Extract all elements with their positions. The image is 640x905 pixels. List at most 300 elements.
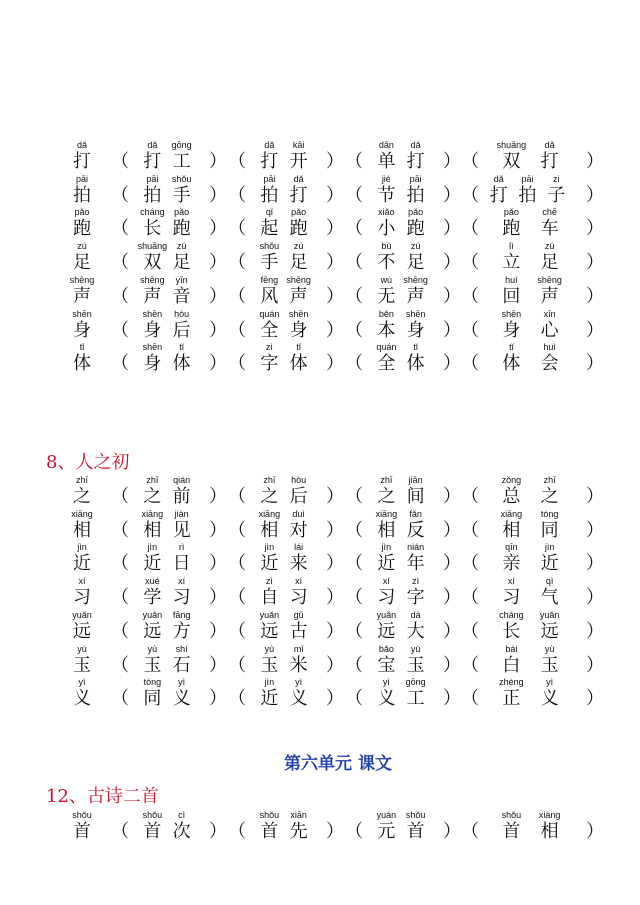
open-paren: （: [228, 688, 246, 710]
hanzi: 心: [540, 319, 559, 341]
pinyin: mǐ: [293, 643, 304, 654]
character-row: [0, 810, 640, 844]
hanzi: 手: [260, 252, 279, 274]
hanzi: 习: [289, 587, 308, 609]
hanzi: 方: [172, 620, 191, 642]
character-row: [0, 309, 640, 343]
pinyin: yì: [382, 677, 390, 688]
pinyin: xí: [178, 576, 186, 587]
hanzi: 体: [406, 353, 425, 375]
hanzi: 打: [540, 151, 559, 172]
pinyin: yì: [78, 677, 86, 688]
pinyin: pāi: [146, 173, 159, 184]
close-paren: ）: [326, 620, 344, 642]
pinyin: huì: [543, 342, 556, 353]
close-paren: ）: [443, 553, 461, 575]
hanzi: 总: [502, 486, 521, 507]
hanzi: 古: [289, 620, 308, 642]
open-paren: （: [111, 319, 129, 341]
pinyin: cháng: [499, 609, 524, 620]
pinyin: yì: [178, 677, 186, 688]
word-syllable: [532, 542, 568, 576]
hanzi: 相: [502, 519, 521, 541]
pinyin: shēn: [142, 308, 163, 319]
hanzi: 前: [172, 486, 191, 507]
pinyin: dà: [410, 609, 421, 620]
hanzi: 声: [143, 285, 162, 307]
open-paren: （: [228, 218, 246, 240]
hanzi: 体: [172, 353, 191, 375]
pinyin: tǐ: [413, 342, 418, 353]
close-paren: ）: [326, 184, 344, 206]
hanzi: 对: [289, 519, 308, 541]
close-paren: ）: [443, 587, 461, 609]
word-syllable: [532, 275, 568, 309]
pinyin: dǎ: [264, 140, 275, 150]
open-paren: （: [111, 553, 129, 575]
close-paren: ）: [209, 252, 227, 274]
open-paren: （: [228, 519, 246, 541]
pinyin: yì: [295, 677, 303, 688]
open-paren: （: [111, 620, 129, 642]
open-paren: （: [111, 688, 129, 710]
pinyin: dān: [378, 140, 394, 150]
open-paren: （: [228, 587, 246, 609]
hanzi: 拍: [518, 184, 537, 206]
hanzi: 全: [377, 353, 396, 375]
hanzi: 跑: [406, 218, 425, 240]
pinyin: yuǎn: [539, 609, 560, 620]
pinyin: yù: [77, 643, 87, 654]
word-syllable: [532, 644, 568, 678]
hanzi: 体: [73, 353, 91, 375]
word-syllable: [493, 342, 529, 376]
hanzi: 首: [260, 821, 279, 842]
pinyin: yù: [410, 643, 421, 654]
hanzi: 远: [540, 620, 559, 642]
pinyin: yuǎn: [259, 609, 280, 620]
hanzi: 身: [289, 319, 308, 341]
word-syllable: [532, 207, 568, 241]
close-paren: ）: [209, 184, 227, 206]
pinyin: zhī: [75, 475, 88, 485]
open-paren: （: [461, 821, 479, 842]
character-row: [0, 677, 640, 711]
open-paren: （: [461, 519, 479, 541]
hanzi: 学: [143, 587, 162, 609]
pinyin: dǎ: [410, 140, 421, 150]
word-syllable: [493, 542, 529, 576]
hanzi: 玉: [73, 654, 91, 676]
pinyin: jìn: [264, 677, 275, 688]
hanzi: 打: [143, 151, 162, 172]
hanzi: 后: [289, 486, 308, 507]
pinyin: xiān: [290, 810, 307, 820]
close-paren: ）: [209, 486, 227, 507]
close-paren: ）: [326, 218, 344, 240]
word-syllable: [493, 509, 529, 543]
hanzi: 之: [73, 486, 91, 507]
hanzi: 足: [172, 252, 191, 274]
open-paren: （: [228, 285, 246, 307]
pinyin: dǎ: [147, 140, 158, 150]
character-row: [0, 140, 640, 174]
pinyin: yīn: [175, 274, 188, 285]
close-paren: ）: [326, 587, 344, 609]
pinyin: xí: [382, 576, 390, 587]
open-paren: （: [461, 688, 479, 710]
word-syllable: [493, 309, 529, 343]
pinyin: lái: [294, 542, 304, 553]
open-paren: （: [345, 319, 363, 341]
close-paren: ）: [326, 553, 344, 575]
hanzi: 无: [377, 285, 396, 307]
pinyin: shǒu: [501, 810, 522, 820]
pinyin: pǎo: [503, 207, 519, 218]
hanzi: 相: [73, 519, 91, 541]
hanzi: 会: [540, 353, 559, 375]
hanzi: 打: [289, 184, 308, 206]
open-paren: （: [228, 654, 246, 676]
pinyin: pǎo: [408, 207, 424, 218]
hanzi: 玉: [406, 654, 425, 676]
open-paren: （: [228, 821, 246, 842]
hanzi: 双: [143, 252, 162, 274]
word-syllable: [532, 475, 568, 509]
pinyin: pǎo: [74, 207, 90, 218]
close-paren: ）: [443, 654, 461, 676]
pinyin: shǒu: [259, 810, 280, 820]
hanzi: 相: [377, 519, 396, 541]
open-paren: （: [461, 553, 479, 575]
hanzi: 气: [540, 587, 559, 609]
open-paren: （: [345, 184, 363, 206]
pinyin: shēn: [501, 308, 522, 319]
pinyin: dǎ: [544, 140, 555, 150]
word-group: [0, 241, 640, 275]
hanzi: 近: [143, 553, 162, 575]
hanzi: 近: [540, 553, 559, 575]
pinyin: zi: [553, 173, 560, 184]
pinyin: shuāng: [496, 140, 527, 150]
close-paren: ）: [443, 218, 461, 240]
hanzi: 长: [502, 620, 521, 642]
close-paren: ）: [209, 821, 227, 842]
hanzi: 宝: [377, 654, 396, 676]
pinyin: xiāng: [375, 508, 398, 519]
pinyin: bù: [381, 241, 392, 252]
open-paren: （: [228, 353, 246, 375]
word-syllable: [532, 241, 568, 275]
hanzi: 先: [289, 821, 308, 842]
pinyin: pāi: [263, 173, 276, 184]
hanzi: 义: [73, 688, 91, 710]
close-paren: ）: [443, 519, 461, 541]
pinyin: yuǎn: [72, 609, 92, 620]
pinyin: shēn: [288, 308, 309, 319]
pinyin: hòu: [174, 308, 190, 319]
pinyin: fēng: [260, 274, 279, 285]
open-paren: （: [461, 151, 479, 172]
pinyin: huí: [505, 274, 518, 285]
hanzi: 日: [172, 553, 191, 575]
open-paren: （: [228, 151, 246, 172]
open-paren: （: [228, 620, 246, 642]
close-paren: ）: [209, 620, 227, 642]
close-paren: ）: [326, 519, 344, 541]
open-paren: （: [461, 620, 479, 642]
hanzi: 小: [377, 218, 396, 240]
pinyin: jìn: [381, 542, 392, 553]
pinyin: tǐ: [179, 342, 184, 353]
word-syllable: [532, 140, 568, 174]
pinyin: xí: [78, 576, 86, 587]
close-paren: ）: [326, 654, 344, 676]
hanzi: 体: [502, 353, 521, 375]
pinyin: shǒu: [405, 810, 426, 820]
pinyin: zhī: [543, 475, 556, 485]
hanzi: 远: [73, 620, 91, 642]
hanzi: 声: [289, 285, 308, 307]
pinyin: bǎo: [378, 643, 394, 654]
pinyin: bái: [505, 643, 518, 654]
pinyin: běn: [378, 308, 394, 319]
open-paren: （: [111, 654, 129, 676]
pinyin: yù: [264, 643, 275, 654]
hanzi: 打: [260, 151, 279, 172]
open-paren: （: [461, 486, 479, 507]
pinyin: shí: [175, 643, 188, 654]
pinyin: zú: [410, 241, 421, 252]
close-paren: ）: [326, 252, 344, 274]
open-paren: （: [461, 319, 479, 341]
open-paren: （: [228, 486, 246, 507]
hanzi: 首: [406, 821, 425, 842]
word-group: [0, 174, 640, 208]
hanzi: 首: [143, 821, 162, 842]
hanzi: 次: [172, 821, 191, 842]
close-paren: ）: [209, 654, 227, 676]
pinyin: xiāng: [500, 508, 523, 519]
character-row: [0, 174, 640, 208]
close-paren: ）: [209, 319, 227, 341]
hanzi: 习: [502, 587, 521, 609]
open-paren: （: [345, 285, 363, 307]
word-syllable: [493, 610, 529, 644]
hanzi: 拍: [406, 184, 425, 206]
open-paren: （: [461, 252, 479, 274]
hanzi: 拍: [260, 184, 279, 206]
hanzi: 义: [289, 688, 308, 710]
open-paren: （: [345, 553, 363, 575]
close-paren: ）: [209, 353, 227, 375]
open-paren: （: [228, 252, 246, 274]
hanzi: 近: [73, 553, 91, 575]
open-paren: （: [111, 587, 129, 609]
close-paren: ）: [443, 688, 461, 710]
close-paren: ）: [586, 353, 604, 375]
close-paren: ）: [326, 319, 344, 341]
pinyin: quán: [259, 308, 280, 319]
open-paren: （: [228, 184, 246, 206]
word-syllable: [532, 610, 568, 644]
hanzi: 身: [406, 319, 425, 341]
hanzi: 跑: [289, 218, 308, 240]
hanzi: 远: [143, 620, 162, 642]
pinyin: xí: [507, 576, 515, 587]
close-paren: ）: [586, 218, 604, 240]
word-group: [0, 475, 640, 509]
hanzi: 首: [502, 821, 521, 842]
pinyin: zhī: [380, 475, 393, 485]
hanzi: 相: [540, 821, 559, 842]
close-paren: ）: [586, 587, 604, 609]
hanzi: 风: [260, 285, 279, 307]
pinyin: xiāng: [258, 508, 281, 519]
hanzi: 玉: [540, 654, 559, 676]
pinyin: shǒu: [72, 810, 92, 820]
word-group: [0, 509, 640, 543]
hanzi: 不: [377, 252, 396, 274]
hanzi: 玉: [143, 654, 162, 676]
open-paren: （: [461, 184, 479, 206]
close-paren: ）: [443, 353, 461, 375]
hanzi: 工: [406, 688, 425, 710]
close-paren: ）: [586, 620, 604, 642]
pinyin: shēng: [286, 274, 311, 285]
pinyin: shuāng: [137, 241, 168, 252]
hanzi: 玉: [260, 654, 279, 676]
pinyin: shēn: [72, 308, 92, 319]
character-row: [0, 207, 640, 241]
pinyin: shēn: [405, 308, 426, 319]
pinyin: shēng: [69, 274, 95, 285]
open-paren: （: [345, 486, 363, 507]
close-paren: ）: [326, 151, 344, 172]
hanzi: 米: [289, 654, 308, 676]
word-group: [0, 677, 640, 711]
pinyin: zú: [544, 241, 555, 252]
hanzi: 单: [377, 151, 396, 172]
close-paren: ）: [209, 553, 227, 575]
character-row: [0, 509, 640, 543]
pinyin: gōng: [171, 140, 192, 150]
pinyin: yù: [544, 643, 555, 654]
hanzi: 手: [172, 184, 191, 206]
close-paren: ）: [586, 319, 604, 341]
hanzi: 工: [172, 151, 191, 172]
character-row: [0, 275, 640, 309]
open-paren: （: [345, 353, 363, 375]
pinyin: zì: [265, 342, 273, 353]
pinyin: zú: [293, 241, 304, 252]
open-paren: （: [111, 486, 129, 507]
hanzi: 年: [406, 553, 425, 575]
pinyin: xiāng: [71, 508, 93, 519]
close-paren: ）: [586, 285, 604, 307]
open-paren: （: [111, 184, 129, 206]
word-syllable: [532, 677, 568, 711]
word-syllable: [493, 576, 529, 610]
pinyin: pǎo: [174, 207, 190, 218]
pinyin: xīn: [543, 308, 556, 319]
pinyin: zhī: [146, 475, 159, 485]
hanzi: 之: [260, 486, 279, 507]
hanzi: 打: [489, 184, 508, 206]
character-row: [0, 610, 640, 644]
word-group: [0, 810, 640, 844]
hanzi: 跑: [502, 218, 521, 240]
close-paren: ）: [326, 353, 344, 375]
word-syllable: [538, 174, 574, 208]
close-paren: ）: [443, 151, 461, 172]
hanzi: 义: [540, 688, 559, 710]
pinyin: yì: [546, 677, 554, 688]
hanzi: 近: [260, 688, 279, 710]
hanzi: 立: [502, 252, 521, 274]
pinyin: tóng: [540, 508, 559, 519]
pinyin: fāng: [172, 609, 191, 620]
pinyin: jiàn: [174, 508, 189, 519]
hanzi: 习: [172, 587, 191, 609]
hanzi: 节: [377, 184, 396, 206]
pinyin: shǒu: [142, 810, 163, 820]
hanzi: 音: [172, 285, 191, 307]
close-paren: ）: [586, 688, 604, 710]
open-paren: （: [345, 587, 363, 609]
pinyin: tǐ: [79, 342, 85, 353]
open-paren: （: [111, 218, 129, 240]
pinyin: lì: [509, 241, 514, 252]
pinyin: dǎ: [293, 173, 304, 184]
word-group: [0, 576, 640, 610]
word-group: [0, 275, 640, 309]
hanzi: 拍: [143, 184, 162, 206]
hanzi: 间: [406, 486, 425, 507]
close-paren: ）: [586, 519, 604, 541]
pinyin: kāi: [292, 140, 305, 150]
hanzi: 跑: [73, 218, 91, 240]
pinyin: nián: [407, 542, 425, 553]
hanzi: 义: [377, 688, 396, 710]
open-paren: （: [345, 252, 363, 274]
close-paren: ）: [209, 218, 227, 240]
hanzi: 打: [73, 151, 91, 172]
open-paren: （: [111, 252, 129, 274]
close-paren: ）: [443, 252, 461, 274]
open-paren: （: [345, 821, 363, 842]
word-group: [0, 140, 640, 174]
close-paren: ）: [209, 285, 227, 307]
pinyin: shēng: [140, 274, 165, 285]
close-paren: ）: [586, 553, 604, 575]
pinyin: zì: [412, 576, 420, 587]
open-paren: （: [111, 519, 129, 541]
pinyin: duì: [292, 508, 305, 519]
hanzi: 来: [289, 553, 308, 575]
pinyin: zhèng: [499, 677, 524, 688]
pinyin: yuán: [376, 810, 397, 820]
pinyin: tǐ: [296, 342, 301, 353]
pinyin: jìn: [77, 542, 87, 553]
hanzi: 长: [143, 218, 162, 240]
hanzi: 声: [406, 285, 425, 307]
close-paren: ）: [326, 821, 344, 842]
close-paren: ）: [443, 821, 461, 842]
pinyin: shǒu: [171, 173, 192, 184]
pinyin: cì: [178, 810, 186, 820]
close-paren: ）: [586, 486, 604, 507]
